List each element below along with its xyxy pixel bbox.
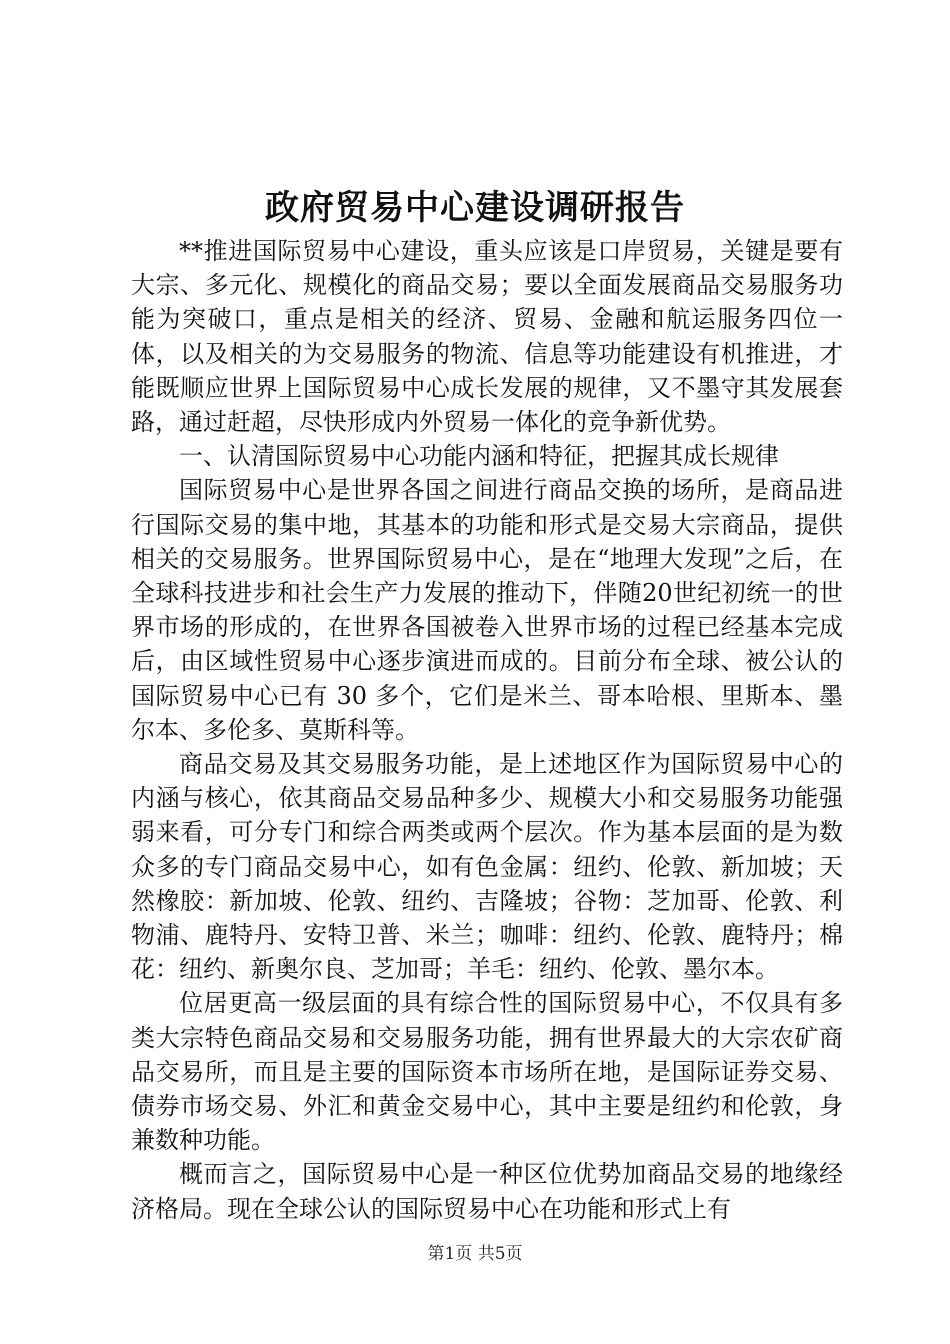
paragraph-commodity-centers: 商品交易及其交易服务功能，是上述地区作为国际贸易中心的内涵与核心，依其商品交易品种多少、规模大小和交易服务功能强弱来看，可分专门和综合两类或两个层次。作为基本层面的是为数众多的专门商品交易中心，如有色金属：纽约、伦敦、新加坡；天然橡胶：新加坡、伦敦、纽约、吉隆坡；谷物：芝加哥、伦敦、利物浦、鹿特丹、安特卫普、米兰；咖啡：纽约、伦敦、鹿特丹；棉花：纽约、新奥尔良、芝加哥；羊毛：纽约、伦敦、墨尔本。: [131, 750, 843, 984]
page-footer: 第1页 共5页: [427, 1244, 523, 1264]
section-heading-1: 一、认清国际贸易中心功能内涵和特征，把握其成长规律: [179, 442, 779, 471]
document-title: 政府贸易中心建设调研报告: [265, 188, 685, 228]
paragraph-intro: **推进国际贸易中心建设，重头应该是口岸贸易，关键是要有大宗、多元化、规模化的商品交易；要以全面发展商品交易服务功能为突破口，重点是相关的经济、贸易、金融和航运服务四位一体，以及相关的为交易服务的物流、信息等功能建设有机推进，才能既顺应世界上国际贸易中心成长发展的规律，又不墨守其发展套路，通过赶超，尽快形成内外贸易一体化的竞争新优势。: [131, 237, 843, 437]
paragraph-definition: 国际贸易中心是世界各国之间进行商品交换的场所，是商品进行国际交易的集中地，其基本的功能和形式是交易大宗商品，提供相关的交易服务。世界国际贸易中心，是在“地理大发现”之后，在全球科技进步和社会生产力发展的推动下，伴随20世纪初统一的世界市场的形成的，在世界各国被卷入世界市场的过程已经基本完成后，由区域性贸易中心逐步演进而成的。目前分布全球、被公认的国际贸易中心已有 30 多个，它们是米兰、哥本哈根、里斯本、墨尔本、多伦多、莫斯科等。: [131, 476, 843, 744]
paragraph-comprehensive-centers: 位居更高一级层面的具有综合性的国际贸易中心，不仅具有多类大宗特色商品交易和交易服务功能，拥有世界最大的大宗农矿商品交易所，而且是主要的国际资本市场所在地，是国际证券交易、债券市场交易、外汇和黄金交易中心，其中主要是纽约和伦敦，身兼数种功能。: [131, 989, 843, 1155]
document-body: [131, 234, 843, 1226]
paragraph-summary: 概而言之，国际贸易中心是一种区位优势加商品交易的地缘经济格局。现在全球公认的国际贸易中心在功能和形式上有: [131, 1160, 843, 1223]
